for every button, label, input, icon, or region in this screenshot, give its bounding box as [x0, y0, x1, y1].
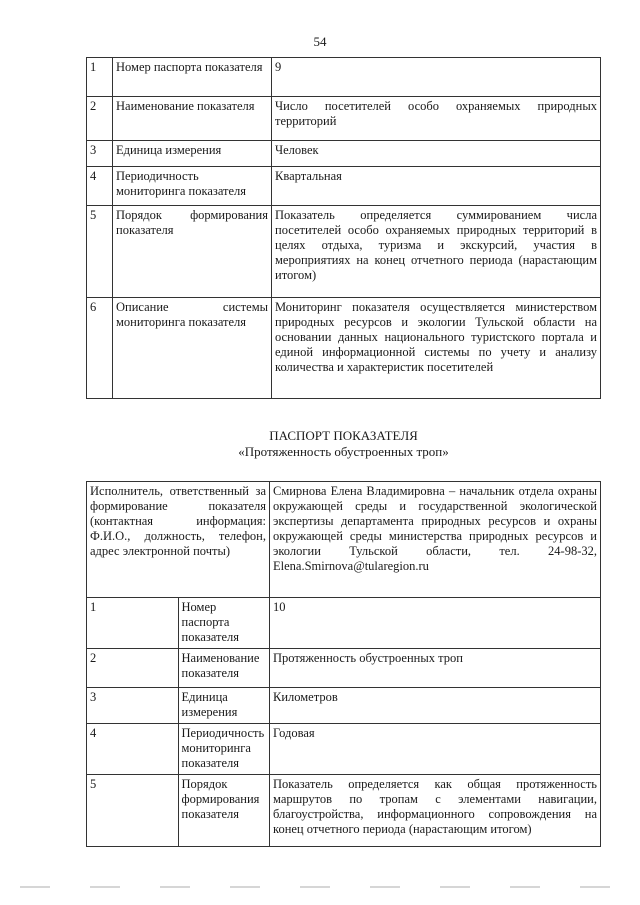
row-value: Квартальная — [272, 167, 601, 206]
row-number: 5 — [87, 775, 179, 847]
table-row — [87, 688, 601, 724]
row-number: 4 — [87, 167, 113, 206]
responsible-label: Исполнитель, ответственный за формирование показателя (контактная информация: Ф.И.О., должность, телефон, адрес электронной почты) — [87, 482, 270, 598]
section-subtitle: «Протяженность обустроенных троп» — [238, 444, 449, 459]
table-row — [87, 598, 601, 649]
table-row — [87, 298, 601, 399]
row-label: Порядок формирования показателя — [178, 775, 270, 847]
row-value: Показатель определяется суммированием числа посетителей особо охраняемых природных территорий в целях отдыха, туризма и экскурсий, участия в мероприятиях на конец отчетного периода (нарастающим итогом) — [272, 206, 601, 298]
row-label: Описание системы мониторинга показателя — [113, 298, 272, 399]
row-value: Число посетителей особо охраняемых природных территорий — [272, 97, 601, 141]
table-row — [87, 724, 601, 775]
row-value: Километров — [270, 688, 601, 724]
table-row — [87, 206, 601, 298]
row-label: Номер паспорта показателя — [178, 598, 270, 649]
row-number: 4 — [87, 724, 179, 775]
row-value: Мониторинг показателя осуществляется министерством природных ресурсов и экологии Тульской области на основании данных национального туристского портала и единой информационной системы по учету и анализу количества и характеристик посетителей — [272, 298, 601, 399]
row-number: 2 — [87, 649, 179, 688]
row-value: 10 — [270, 598, 601, 649]
scan-artifact-line — [20, 886, 620, 888]
row-value: Годовая — [270, 724, 601, 775]
row-value: Человек — [272, 141, 601, 167]
row-number: 2 — [87, 97, 113, 141]
section-heading — [86, 428, 601, 460]
indicator-passport-table-9 — [86, 57, 601, 399]
table-row — [87, 97, 601, 141]
row-label: Номер паспорта показателя — [113, 58, 272, 97]
table-row — [87, 775, 601, 847]
row-label: Наименование показателя — [113, 97, 272, 141]
row-label: Единица измерения — [113, 141, 272, 167]
table-row — [87, 167, 601, 206]
row-value: Показатель определяется как общая протяженность маршрутов по тропам с элементами навигации, благоустройства, информационного сопровождения на конец отчетного периода (нарастающим итогом) — [270, 775, 601, 847]
indicator-passport-table-10 — [86, 481, 601, 847]
row-label: Периодичность мониторинга показателя — [113, 167, 272, 206]
row-number: 3 — [87, 688, 179, 724]
table-row — [87, 649, 601, 688]
responsible-row — [87, 482, 601, 598]
row-label: Порядок формирования показателя — [113, 206, 272, 298]
row-value: 9 — [272, 58, 601, 97]
row-number: 1 — [87, 598, 179, 649]
page-number: 54 — [313, 34, 327, 49]
row-number: 5 — [87, 206, 113, 298]
row-number: 3 — [87, 141, 113, 167]
section-title: ПАСПОРТ ПОКАЗАТЕЛЯ — [269, 428, 418, 443]
row-value: Протяженность обустроенных троп — [270, 649, 601, 688]
responsible-value: Смирнова Елена Владимировна – начальник отдела охраны окружающей среды и государственной экологической экспертизы департамента природных ресурсов и охраны окружающей среды министерства природных ресурсов и экологии Тульской области, тел. 24-98-32, Elena.Smirnova@tularegion.ru — [270, 482, 601, 598]
row-label: Наименование показателя — [178, 649, 270, 688]
table-row — [87, 58, 601, 97]
row-number: 6 — [87, 298, 113, 399]
row-label: Периодичность мониторинга показателя — [178, 724, 270, 775]
table-row — [87, 141, 601, 167]
row-number: 1 — [87, 58, 113, 97]
row-label: Единица измерения — [178, 688, 270, 724]
